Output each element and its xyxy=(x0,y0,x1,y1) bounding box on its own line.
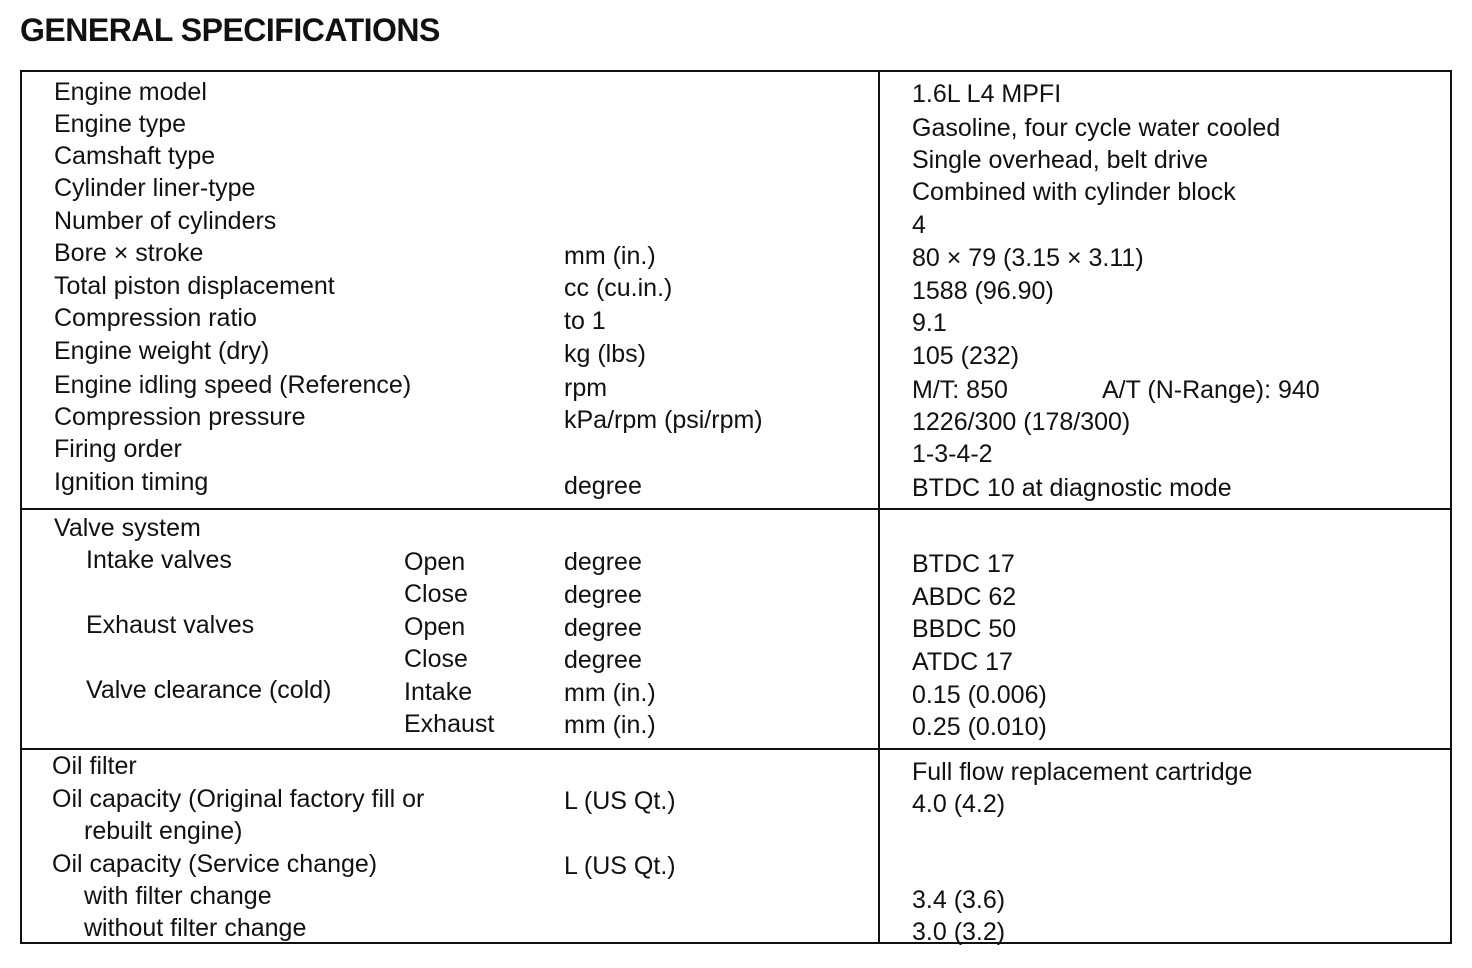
spec-value-secondary: A/T (N-Range): 940 xyxy=(1102,376,1320,404)
spec-value: 0.15 (0.006) xyxy=(912,681,1047,709)
spec-label-continued: rebuilt engine) xyxy=(84,817,243,845)
spec-unit: degree xyxy=(564,581,642,609)
spec-label: Engine weight (dry) xyxy=(54,337,270,365)
spec-unit: kPa/rpm (psi/rpm) xyxy=(564,406,763,434)
spec-value: 0.25 (0.010) xyxy=(912,713,1047,741)
spec-table xyxy=(20,70,1452,944)
spec-unit: L (US Qt.) xyxy=(564,787,676,815)
spec-label: Number of cylinders xyxy=(54,207,277,235)
spec-label: Oil capacity (Service change) xyxy=(52,850,378,878)
spec-sublabel: Close xyxy=(404,645,468,673)
spec-unit: mm (in.) xyxy=(564,242,656,270)
spec-label: Compression pressure xyxy=(54,403,306,431)
page-title: GENERAL SPECIFICATIONS xyxy=(20,12,440,48)
spec-label: Intake valves xyxy=(86,546,232,574)
spec-sublabel: Open xyxy=(404,613,466,641)
spec-label: Cylinder liner-type xyxy=(54,174,256,202)
spec-value: Full flow replacement cartridge xyxy=(912,758,1253,786)
spec-unit: to 1 xyxy=(564,307,606,335)
spec-unit: L (US Qt.) xyxy=(564,852,676,880)
spec-value: 3.4 (3.6) xyxy=(912,886,1006,914)
spec-unit: degree xyxy=(564,548,642,576)
spec-sublabel: Intake xyxy=(404,678,473,706)
spec-sublabel: Open xyxy=(404,548,466,576)
spec-label: Oil filter xyxy=(52,752,137,780)
spec-value: 9.1 xyxy=(912,309,947,337)
spec-unit: degree xyxy=(564,472,642,500)
spec-label: Engine idling speed (Reference) xyxy=(54,371,412,399)
spec-unit: mm (in.) xyxy=(564,679,656,707)
spec-unit: degree xyxy=(564,614,642,642)
column-divider xyxy=(878,72,880,942)
spec-unit: kg (lbs) xyxy=(564,340,646,368)
spec-value: 80 × 79 (3.15 × 3.11) xyxy=(912,244,1144,272)
spec-label: Valve clearance (cold) xyxy=(86,676,332,704)
spec-value: BTDC 17 xyxy=(912,550,1015,578)
section-divider xyxy=(22,508,1450,510)
spec-value: Combined with cylinder block xyxy=(912,178,1236,206)
spec-unit: rpm xyxy=(564,374,608,402)
spec-value: ABDC 62 xyxy=(912,583,1017,611)
spec-value: Gasoline, four cycle water cooled xyxy=(912,114,1281,142)
spec-value: 1-3-4-2 xyxy=(912,440,993,468)
spec-value: Single overhead, belt drive xyxy=(912,146,1209,174)
spec-value: 105 (232) xyxy=(912,342,1020,370)
spec-value: 1226/300 (178/300) xyxy=(912,408,1131,436)
spec-label: Ignition timing xyxy=(54,468,209,496)
spec-label: with filter change xyxy=(84,882,272,910)
spec-label: Exhaust valves xyxy=(86,611,255,639)
spec-label: Bore × stroke xyxy=(54,239,204,267)
spec-label: without filter change xyxy=(84,914,307,942)
spec-value: ATDC 17 xyxy=(912,648,1013,676)
spec-label: Compression ratio xyxy=(54,304,257,332)
spec-unit: mm (in.) xyxy=(564,711,656,739)
spec-value: BBDC 50 xyxy=(912,615,1017,643)
spec-label: Engine type xyxy=(54,110,187,138)
spec-value: 4.0 (4.2) xyxy=(912,790,1006,818)
spec-label: Firing order xyxy=(54,435,182,463)
spec-value: 1588 (96.90) xyxy=(912,277,1054,305)
section-heading: Valve system xyxy=(54,514,201,542)
spec-value: 3.0 (3.2) xyxy=(912,918,1006,946)
spec-sublabel: Close xyxy=(404,580,468,608)
spec-label: Camshaft type xyxy=(54,142,216,170)
spec-value: 1.6L L4 MPFI xyxy=(912,80,1062,108)
spec-value: 4 xyxy=(912,211,926,239)
spec-label: Total piston displacement xyxy=(54,272,335,300)
section-divider xyxy=(22,748,1450,750)
spec-sublabel: Exhaust xyxy=(404,710,495,738)
spec-unit: cc (cu.in.) xyxy=(564,274,673,302)
spec-label: Oil capacity (Original factory fill or xyxy=(52,785,425,813)
spec-label: Engine model xyxy=(54,78,207,106)
spec-value: BTDC 10 at diagnostic mode xyxy=(912,474,1232,502)
spec-value: M/T: 850 xyxy=(912,376,1008,404)
spec-unit: degree xyxy=(564,646,642,674)
